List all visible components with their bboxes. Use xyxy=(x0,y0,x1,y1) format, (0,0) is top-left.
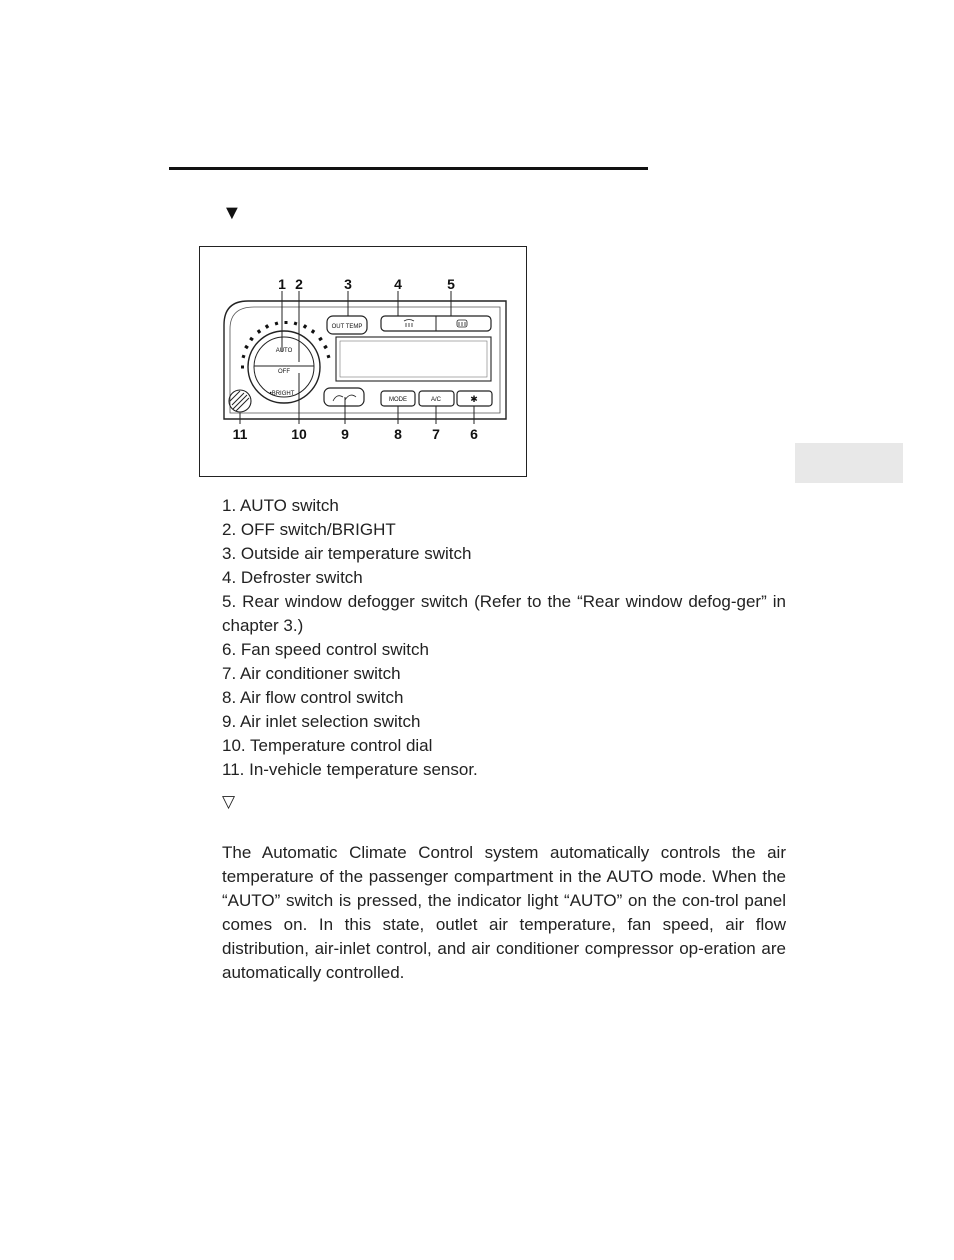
display-window xyxy=(336,337,491,381)
leader-lines xyxy=(240,291,474,424)
off-switch-label: OFF xyxy=(278,369,290,375)
callout-7: 7 xyxy=(432,426,440,442)
list-item: 2. OFF switch/BRIGHT xyxy=(222,520,396,539)
list-item: 6. Fan speed control switch xyxy=(222,640,429,659)
list-item: 1. AUTO switch xyxy=(222,496,339,515)
temperature-dial-inner xyxy=(254,337,314,397)
bright-label: •BRIGHT xyxy=(269,391,295,397)
panel-inner-outline xyxy=(230,307,500,413)
list-item: 5. Rear window defogger switch (Refer to the “Rear window defog-ger” in chapter 3.) xyxy=(222,592,786,635)
open-triangle-icon: ▽ xyxy=(222,792,236,811)
climate-control-figure xyxy=(199,246,527,477)
temperature-sensor-grille xyxy=(229,390,251,412)
auto-switch-label: AUTO xyxy=(275,348,293,354)
chapter-tab xyxy=(795,443,903,483)
svg-text:A/C: A/C xyxy=(430,397,442,403)
section-rule xyxy=(169,167,648,170)
defroster-icon xyxy=(404,320,414,328)
list-item: 7. Air conditioner switch xyxy=(222,664,401,683)
fan-icon: ✱ xyxy=(470,394,478,404)
rear-defogger-icon xyxy=(457,320,467,327)
air-inlet-button xyxy=(324,388,364,406)
svg-text:MODE: MODE xyxy=(389,397,407,403)
parts-list xyxy=(222,494,786,782)
callout-9: 9 xyxy=(341,426,349,442)
callout-8: 8 xyxy=(394,426,402,442)
control-panel-illustration xyxy=(200,247,528,478)
body-paragraph: The Automatic Climate Control system automatically controls the air temperature of the passenger compartment in the AUTO mode. When the “AUTO” switch is pressed, the indicator light “AUTO” on the con-trol panel comes on. In this state, outlet air temperature, fan speed, air flow distribution, air-inlet control, and air conditioner compressor op-eration are automatically controlled. xyxy=(222,843,786,982)
callout-2: 2 xyxy=(295,276,303,292)
filled-triangle-icon: ▼ xyxy=(222,202,242,224)
list-item: 10. Temperature control dial xyxy=(222,736,433,755)
callout-4: 4 xyxy=(394,276,402,292)
list-item: 11. In-vehicle temperature sensor. xyxy=(222,760,478,779)
list-item: 8. Air flow control switch xyxy=(222,688,404,707)
callout-1: 1 xyxy=(278,276,286,292)
panel-outline xyxy=(224,301,506,419)
list-item: 3. Outside air temperature switch xyxy=(222,544,472,563)
list-item: 4. Defroster switch xyxy=(222,568,363,587)
out-temp-label: OUT TEMP xyxy=(331,324,363,330)
callout-3: 3 xyxy=(344,276,352,292)
list-item: 9. Air inlet selection switch xyxy=(222,712,421,731)
callout-6: 6 xyxy=(470,426,478,442)
callout-5: 5 xyxy=(447,276,455,292)
callout-10: 10 xyxy=(291,426,307,442)
callout-11: 11 xyxy=(232,426,248,442)
